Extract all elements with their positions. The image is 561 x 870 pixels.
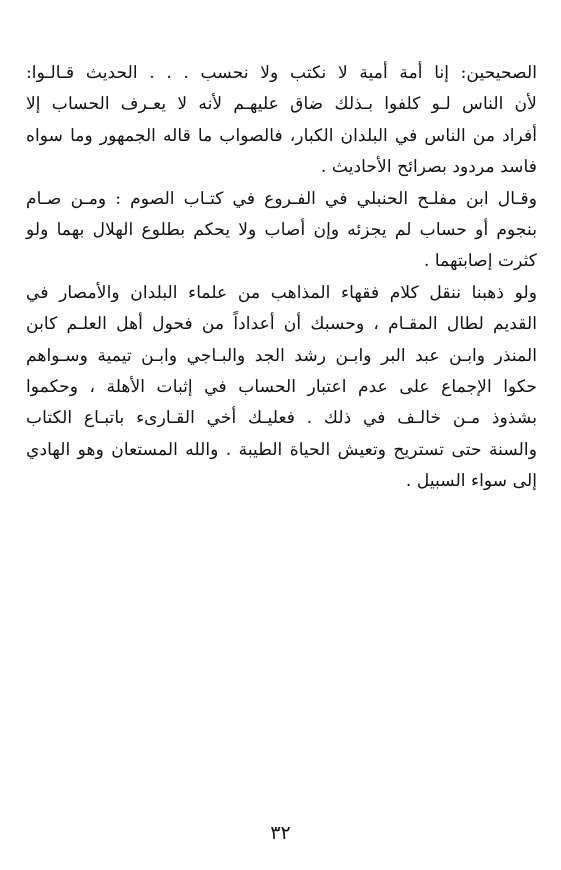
- text-line: والسنة حتى تستريح وتعيش الحياة الطيبة . والله المستعان وهو الهادي: [26, 439, 537, 460]
- text-line: إلى سواء السبيل .: [405, 471, 537, 492]
- text-line: كثرت إصابتهما .: [423, 251, 537, 272]
- text-line: ولو ذهبنا ننقل كلام فقهاء المذاهب من علماء البلدان والأمصار في: [26, 282, 537, 303]
- text-line: لأن الناس لـو كلفوا بـذلك ضاق عليهـم لأنه لا يعـرف الحساب إلا: [26, 94, 537, 115]
- text-line: حكوا الإجماع على عدم اعتبار الحساب في إثبات الأهلة ، وحكموا: [26, 376, 537, 397]
- text-line: وقـال ابن مفلـح الحنبلي في الفـروع في كتـاب الصوم : ومـن صـام: [26, 188, 537, 209]
- text-line: فاسد مردود بصرائح الأحاديث .: [320, 157, 537, 178]
- text-line: الصحيحين: إنا أمة أمية لا نكتب ولا نحسب . . . الحديث قـالـوا:: [26, 63, 537, 83]
- page-number: ٣٢: [270, 822, 291, 844]
- text-line: المنذر وابـن عبد البر وابـن رشد الجد والبـاجي وابـن تيمية وسـواهم: [26, 345, 537, 366]
- body-text: [26, 58, 537, 497]
- text-line: بنجوم أو حساب لم يجزئه وإن أصاب ولا يحكم بطلوع الهلال بهما ولو: [26, 219, 537, 240]
- text-line: بشذوذ مـن خالـف في ذلك . فعليـك أخي القـارىء باتبـاع الكتاب: [26, 408, 537, 429]
- text-line: القديم لطال المقـام ، وحسبك أن أعداداً من فحول أهل العلـم كابن: [26, 314, 537, 335]
- text-line: أفراد من الناس في البلدان الكبار، فالصواب ما قاله الجمهور وما سواه: [26, 125, 537, 146]
